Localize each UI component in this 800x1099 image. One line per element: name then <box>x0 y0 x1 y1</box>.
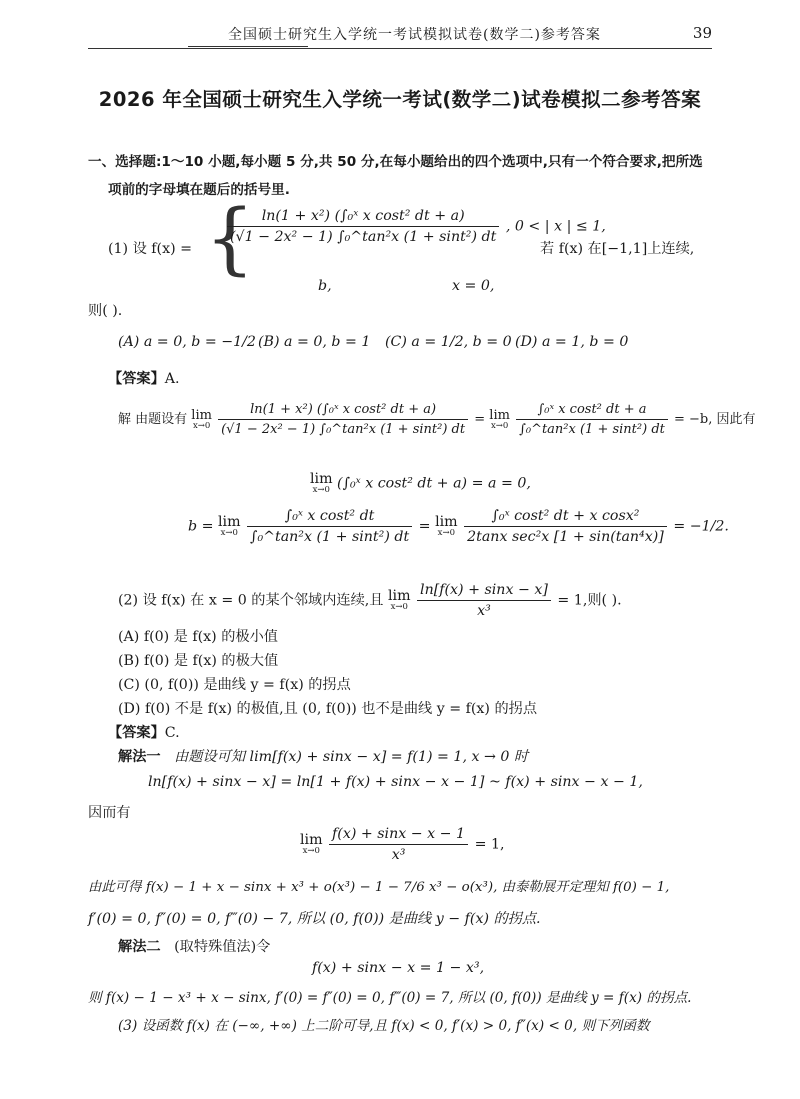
q1-case2-condition: x = 0, <box>452 278 495 294</box>
q3-stem: (3) 设函数 f(x) 在 (−∞, +∞) 上二阶可导,且 f(x) < 0, f′(x) > 0, f″(x) < 0, 则下列函数 <box>118 1018 650 1034</box>
page-title: 2026 年全国硕士研究生入学统一考试(数学二)试卷模拟二参考答案 <box>98 88 702 111</box>
q2-method1-num: f(x) + sinx − x − 1 <box>332 826 466 842</box>
q1-limit-word-5: lim <box>435 514 458 531</box>
q2-method1-line4: 由此可得 f(x) − 1 + x − sinx + x³ + o(x³) − 1 − 7/6 x³ − o(x³), 由泰勒展开定理知 f(0) − 1, <box>88 880 670 895</box>
q1-solution-line1: 解 由题设有 lim x→0 $\frac{\text{ln(1 + x²) (∫₀ˣ x cost² dt + a)}}{\text{(√1 − 2x² − 1) ∫₀\textasciicircum{}tan²x (1 + sint²) dt}}$ = lim x→0 $\frac{\text{∫₀ˣ x cost² dt + a}}{\text{∫₀\textasciicircum{}tan²x (1 + sint²) dt}}$ = −b, 因此有 <box>118 402 756 437</box>
q1-limit-word-3: lim <box>310 471 333 487</box>
q2-method1-eq: = 1, <box>474 836 505 853</box>
q1-answer-value: A. <box>164 371 180 387</box>
q2-stem-num: ln[f(x) + sinx − x] <box>420 582 548 598</box>
q2-answer-label: 【答案】 <box>108 725 165 741</box>
q2-method1-line5: f′(0) = 0, f″(0) = 0, f‴(0) − 7, 所以 (0, f(0)) 是曲线 y − f(x) 的拐点. <box>88 911 541 927</box>
q1-case1-denominator: (√1 − 2x² − 1) ∫₀^tan²x (1 + sint²) dt <box>227 226 499 245</box>
q1-solution-line2 <box>310 472 531 495</box>
q2-method2-line: 则 f(x) − 1 − x³ + x − sinx, f′(0) = f″(0) = 0, f‴(0) = 7, 所以 (0, f(0)) 是曲线 y = f(x) 的拐点. <box>88 990 692 1006</box>
q1-answer <box>108 368 180 388</box>
q2-limit-sub: x→0 <box>390 602 408 613</box>
q1-solution-den1: (√1 − 2x² − 1) ∫₀^tan²x (1 + sint²) dt <box>218 419 468 437</box>
q2-stem-den: x³ <box>417 600 551 619</box>
q2-option-d: (D) f(0) 不是 f(x) 的极值,且 (0, f(0)) 也不是曲线 y = f(x) 的拐点 <box>118 701 538 717</box>
q2-method2-line1 <box>118 936 270 956</box>
q1-limit-3 <box>310 472 333 495</box>
q1-limit-sub-2: x→0 <box>490 420 509 431</box>
q2-method1-fraction <box>329 826 468 863</box>
q2-limit-word: lim <box>388 588 411 605</box>
q1-solution-den3: ∫₀^tan²x (1 + sint²) dt <box>247 526 412 545</box>
q1-then: 则( ). <box>88 303 123 319</box>
q2-method2-label: 解法二 <box>118 939 161 955</box>
q2-stem <box>118 582 622 619</box>
q1-solution-frac3 <box>247 508 412 545</box>
q1-solution-num2: ∫₀ˣ x cost² dt + a <box>537 402 647 417</box>
q2-stem-fraction <box>417 582 551 619</box>
q1-solution-num3: ∫₀ˣ x cost² dt <box>284 508 375 524</box>
q1-case2-value: b, <box>318 278 332 294</box>
q1-limit-5 <box>435 515 458 538</box>
q1-limit-sub-3: x→0 <box>312 485 330 496</box>
q2-limit-2 <box>300 833 323 856</box>
q2-stem-pre: (2) 设 f(x) 在 x = 0 的某个邻域内连续,且 <box>118 592 384 609</box>
q1-limit <box>191 409 212 431</box>
q1-piecewise-brace: { <box>205 194 255 284</box>
q1-answer-label: 【答案】 <box>108 371 165 387</box>
page-header <box>88 22 712 48</box>
q1-option-b: (B) a = 0, b = 1 <box>258 334 371 350</box>
section-intro-line2: 项前的字母填在题后的括号里. <box>108 182 290 198</box>
q1-case1-condition: , 0 < | x | ≤ 1, <box>505 218 606 235</box>
q1-solution-tail: = −b, 因此有 <box>674 412 756 427</box>
q2-option-b: (B) f(0) 是 f(x) 的极大值 <box>118 653 279 669</box>
header-title: 全国硕士研究生入学统一考试模拟试卷(数学二)参考答案 <box>228 27 601 43</box>
q1-option-c: (C) a = 1/2, b = 0 <box>385 334 512 350</box>
q1-case1-fraction <box>227 208 499 245</box>
q2-stem-post: = 1,则( ). <box>557 592 622 609</box>
page-number: 39 <box>692 24 712 42</box>
q1-option-d: (D) a = 1, b = 0 <box>515 334 629 350</box>
q2-option-a: (A) f(0) 是 f(x) 的极小值 <box>118 629 278 645</box>
q2-answer-value: C. <box>164 725 180 741</box>
q1-solution-den4: 2tanx sec²x [1 + sin(tan⁴x)] <box>464 526 667 545</box>
q1-solution-eq2: (∫₀ˣ x cost² dt + a) = a = 0, <box>337 475 531 492</box>
q2-method2-text: (取特殊值法)令 <box>174 939 271 955</box>
q1-option-a: (A) a = 0, b = −1/2 <box>118 334 256 350</box>
q2-limit-word-2: lim <box>300 832 323 849</box>
q1-limit-word: lim <box>191 407 212 423</box>
q1-solution-lead: 解 由题设有 <box>118 412 188 427</box>
q1-limit-sub-5: x→0 <box>437 528 455 539</box>
q1-limit-word-2: lim <box>489 407 510 423</box>
q1-case1-numerator: ln(1 + x²) (∫₀ˣ x cost² dt + a) <box>261 208 465 224</box>
q1-solution-frac2 <box>516 402 668 437</box>
q2-method2-eq: f(x) + sinx − x = 1 − x³, <box>312 960 485 976</box>
q1-stem-tail: 若 f(x) 在[−1,1]上连续, <box>540 241 695 257</box>
q1-solution-result: = −1/2. <box>673 518 729 535</box>
q1-limit-word-4: lim <box>218 514 241 531</box>
q1-limit-4 <box>218 515 241 538</box>
q2-method1-line1 <box>118 746 528 766</box>
q1-limit-sub-4: x→0 <box>220 528 238 539</box>
q2-limit <box>388 589 411 612</box>
q1-solution-frac1 <box>218 402 468 437</box>
q1-limit-2 <box>489 409 510 431</box>
q1-lead: (1) 设 f(x) = <box>108 241 193 257</box>
section-intro-line1: 一、选择题:1～10 小题,每小题 5 分,共 50 分,在每小题给出的四个选项中,只有一个符合要求,把所选 <box>88 154 703 170</box>
q1-solution-frac4 <box>464 508 667 545</box>
q1-solution-b: b = <box>188 518 214 535</box>
header-rule <box>88 48 712 49</box>
header-rule-accent <box>188 46 308 47</box>
q1-solution-num1: ln(1 + x²) (∫₀ˣ x cost² dt + a) <box>250 402 437 417</box>
q2-method1-text: 由题设可知 lim[f(x) + sinx − x] = f(1) = 1, x → 0 时 <box>174 749 529 765</box>
q1-solution-line3: b = lim x→0 $\frac{\text{∫₀ˣ x cost² dt}}{\text{∫₀\textasciicircum{}tan²x (1 + sint²) dt}}$ = lim x→0 $\frac{\text{∫₀ˣ cost² dt + x cosx²}}{\text{2tanx sec²x [1 + sin(tan⁴x)]}}$ = −1/2. <box>188 508 729 545</box>
q2-method1-line2: ln[f(x) + sinx − x] = ln[1 + f(x) + sinx − x − 1] ~ f(x) + sinx − x − 1, <box>148 774 643 790</box>
q2-answer <box>108 722 180 742</box>
q1-solution-num4: ∫₀ˣ cost² dt + x cosx² <box>491 508 640 524</box>
q2-method1-den: x³ <box>329 844 468 863</box>
q2-limit-sub-2: x→0 <box>302 846 320 857</box>
q1-solution-den2: ∫₀^tan²x (1 + sint²) dt <box>516 419 668 437</box>
q2-method1-therefore: 因而有 <box>88 805 131 821</box>
q2-method1-label: 解法一 <box>118 749 161 765</box>
q2-option-c: (C) (0, f(0)) 是曲线 y = f(x) 的拐点 <box>118 677 351 693</box>
q2-method1-line3 <box>300 826 505 863</box>
q1-limit-sub: x→0 <box>192 420 211 431</box>
